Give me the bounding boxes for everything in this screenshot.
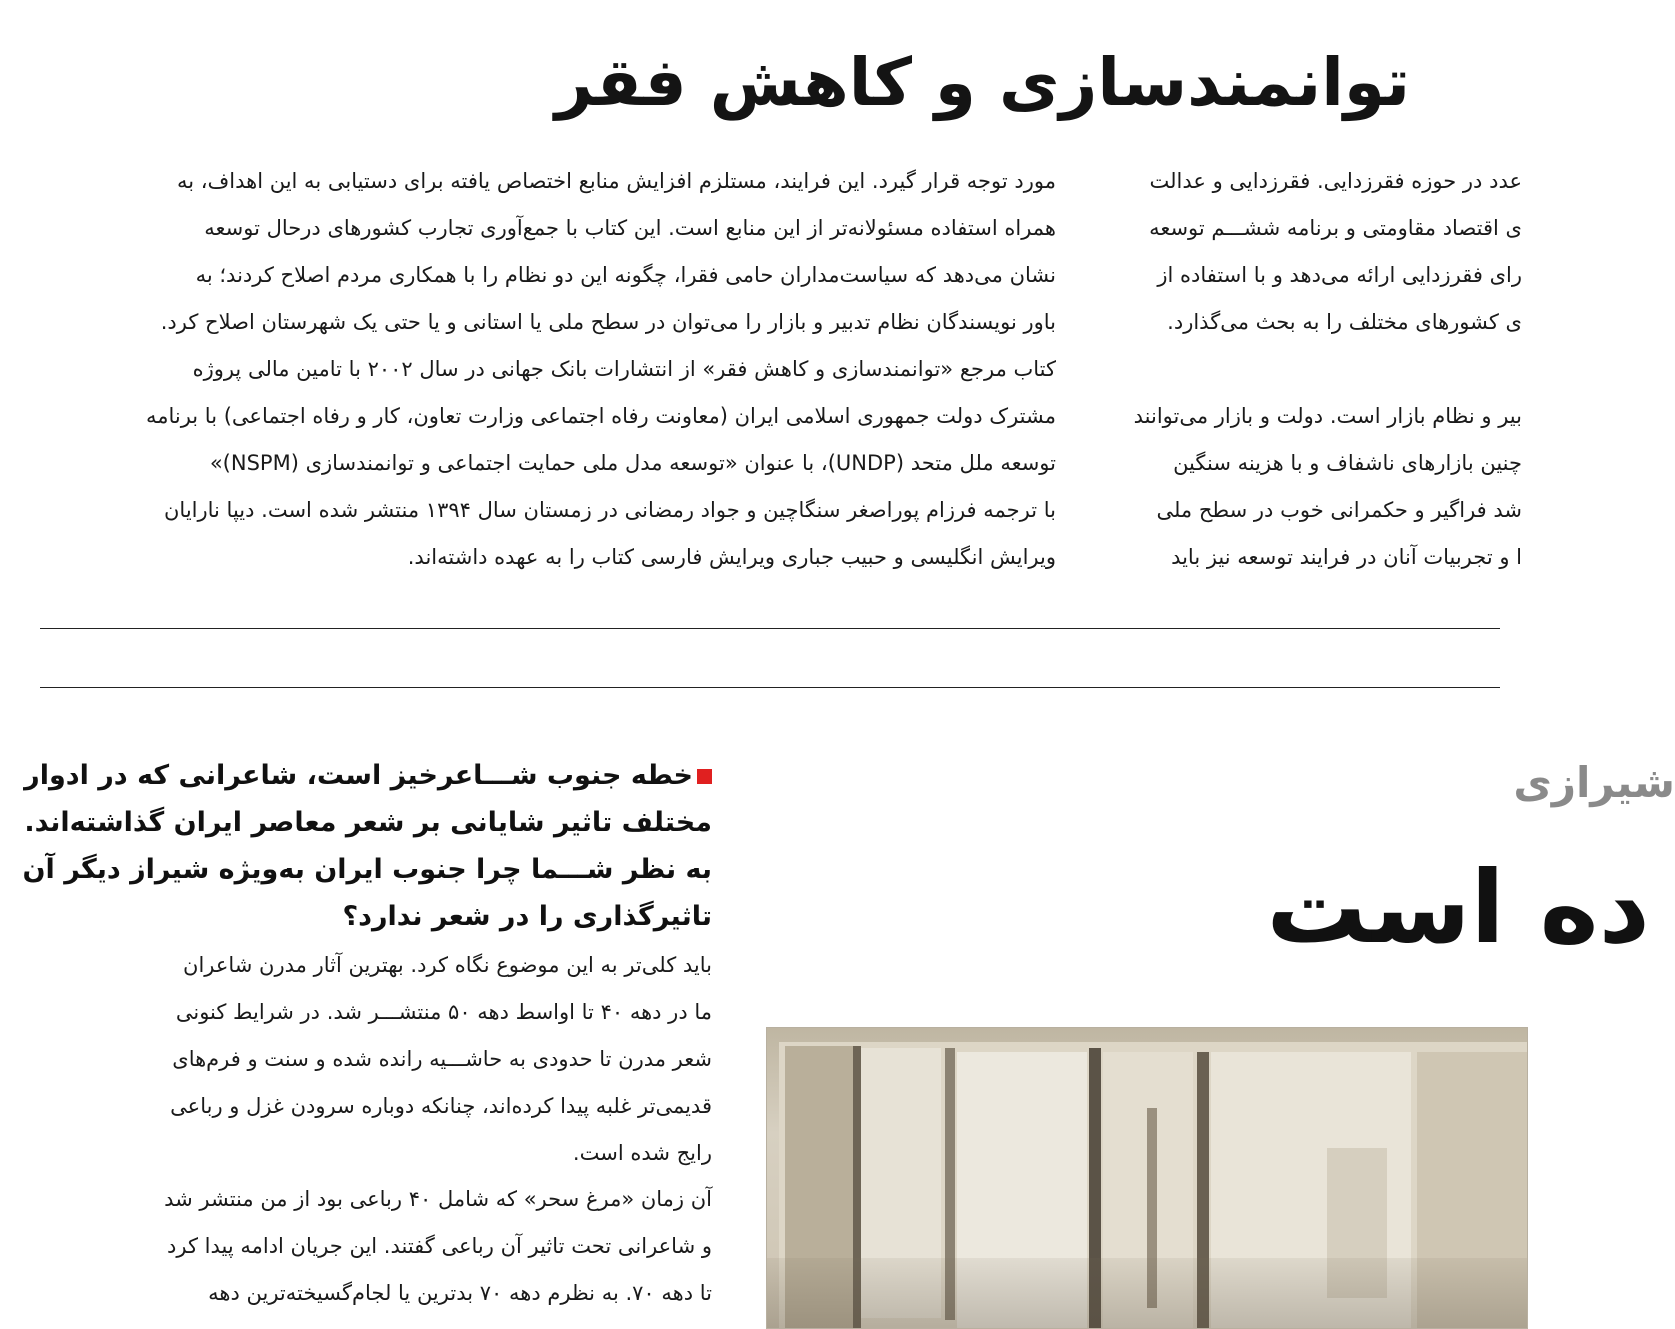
text-line: چنین بازارهای ناشفاف و با هزینه سنگین [1173, 451, 1522, 475]
text-line: بیر و نظام بازار است. دولت و بازار می‌توانند [1133, 404, 1522, 428]
text-line: تا دهه ۷۰. به نظرم دهه ۷۰ بدترین یا لجام‌گسیخته‌ترین دهه [208, 1281, 712, 1305]
text-line: عدد در حوزه فقرزدایی. فقرزدایی و عدالت [1149, 169, 1522, 193]
text-line: رای فقرزدایی ارائه می‌دهد و با استفاده از [1157, 263, 1522, 287]
question-line: به نظر شـــما چرا جنوب ایران به‌ویژه شیراز دیگر آن [22, 854, 712, 885]
question-line: مختلف تاثیر شایانی بر شعر معاصر ایران گذاشته‌اند. [24, 807, 712, 838]
text-line: کتاب مرجع «توانمندسازی و کاهش فقر» از انتشارات بانک جهانی در سال ۲۰۰۲ با تامین مالی پروژه [192, 357, 1056, 381]
text-line: ی اقتصاد مقاومتی و برنامه ششـــم توسعه [1149, 216, 1522, 240]
interview-question [22, 752, 712, 940]
text-line: قدیمی‌تر غلبه پیدا کرده‌اند، چنانکه دوباره سرودن غزل و رباعی [170, 1094, 712, 1118]
text-line: ما در دهه ۴۰ تا اواسط دهه ۵۰ منتشـــر شد. در شرایط کنونی [175, 1000, 712, 1024]
text-line: همراه استفاده مسئولانه‌تر از این منابع است. این کتاب با جمع‌آوری تجارب کشورهای درحال توسعه [204, 216, 1056, 240]
text-line [1112, 346, 1522, 393]
text-line: مشترک دولت جمهوری اسلامی ایران (معاونت رفاه اجتماعی وزارت تعاون، کار و رفاه اجتماعی) با برنامه [145, 404, 1056, 428]
section-divider [40, 687, 1500, 688]
text-line: ا و تجربیات آنان در فرایند توسعه نیز باید [1171, 545, 1522, 569]
article-photo [766, 1027, 1528, 1329]
top-article-right-column [1112, 158, 1522, 581]
text-line: مورد توجه قرار گیرد. این فرایند، مستلزم افزایش منابع اختصاص یافته برای دستیابی به این اهداف، به [176, 169, 1056, 193]
bottom-article-headline: ده است [1266, 849, 1650, 966]
bottom-article-kicker: شیرازی [1513, 758, 1675, 807]
text-line: رایج شده است. [572, 1141, 712, 1165]
text-line: شعر مدرن تا حدودی به حاشـــیه رانده شده و سنت و فرم‌های [172, 1047, 712, 1071]
question-line: تاثیرگذاری را در شعر ندارد؟ [342, 901, 712, 932]
top-article-headline: توانمندسازی و کاهش فقر [554, 44, 1410, 121]
text-line: نشان می‌دهد که سیاست‌مداران حامی فقرا، چگونه این دو نظام را با همکاری مردم اصلاح کردند؛ به [195, 263, 1056, 287]
text-line: شد فراگیر و حکمرانی خوب در سطح ملی [1156, 498, 1522, 522]
text-line: با ترجمه فرزام پوراصغر سنگاچین و جواد رمضانی در زمستان سال ۱۳۹۴ منتشر شده است. دیپا نارایان [164, 498, 1056, 522]
text-line: ی کشورهای مختلف را به بحث می‌گذارد. [1167, 310, 1522, 334]
section-divider [40, 628, 1500, 629]
text-line: باور نویسندگان نظام تدبیر و بازار را می‌توان در سطح ملی یا استانی و یا حتی یک شهرستان اصلاح کرد. [160, 310, 1056, 334]
question-text: خطه جنوب شـــاعرخیز است، شاعرانی که در ادوار [24, 760, 693, 791]
text-line: و شاعرانی تحت تاثیر آن رباعی گفتند. این جریان ادامه پیدا کرد [167, 1234, 712, 1258]
interview-answer-paragraph [100, 1176, 712, 1317]
text-line: آن زمان «مرغ سحر» که شامل ۴۰ رباعی بود از من منتشر شد [164, 1187, 712, 1211]
text-line: توسعه ملل متحد (UNDP)، با عنوان «توسعه مدل ملی حمایت اجتماعی و توانمندسازی (NSPM)» [209, 451, 1056, 475]
text-line: باید کلی‌تر به این موضوع نگاه کرد. بهترین آثار مدرن شاعران [183, 953, 712, 977]
red-square-marker-icon [697, 769, 712, 784]
text-line: ویرایش انگلیسی و حبیب جباری ویرایش فارسی کتاب را به عهده داشته‌اند. [407, 545, 1056, 569]
question-line [24, 752, 712, 799]
top-article-main-column [100, 158, 1056, 581]
interview-answer-paragraph [100, 942, 712, 1177]
